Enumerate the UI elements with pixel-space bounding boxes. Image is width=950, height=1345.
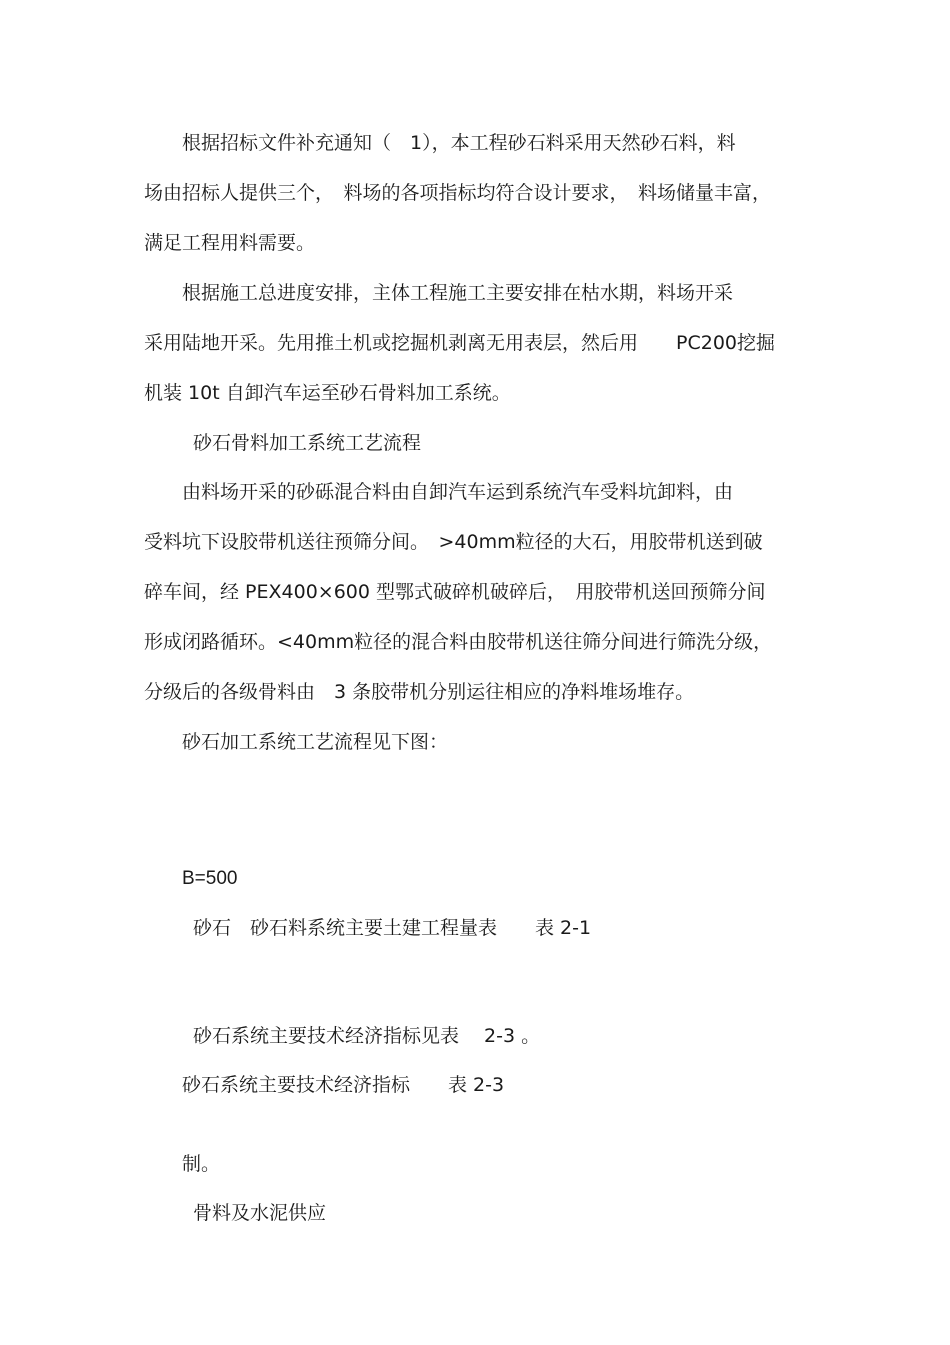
paragraph-3-line-3: 碎车间，经 PEX400×600 型鄂式破碎机破碎后， 用胶带机送回预筛分间: [144, 581, 766, 603]
fragment-text: 制。: [182, 1153, 221, 1175]
section-heading-supply: 骨料及水泥供应: [193, 1202, 327, 1224]
paragraph-2-line-2: 采用陆地开采。先用推土机或挖掘机剥离无用表层，然后用 PC200挖掘: [144, 332, 775, 354]
table-2-3-caption: 砂石系统主要技术经济指标 表 2-3: [182, 1074, 505, 1096]
table-2-1-caption: 砂石 砂石料系统主要土建工程量表 表 2-1: [193, 917, 592, 939]
paragraph-3-line-5: 分级后的各级骨料由 3 条胶带机分别运往相应的净料堆场堆存。: [144, 681, 695, 703]
paragraph-1-line-3: 满足工程用料需要。: [144, 232, 316, 254]
paragraph-2-line-1: 根据施工总进度安排，主体工程施工主要安排在枯水期，料场开采: [182, 282, 734, 304]
table-2-3-reference: 砂石系统主要技术经济指标见表 2-3 。: [193, 1025, 541, 1047]
paragraph-3-line-4: 形成闭路循环。<40mm粒径的混合料由胶带机送往筛分间进行筛洗分级，: [144, 631, 773, 653]
paragraph-1-line-2: 场由招标人提供三个， 料场的各项指标均符合设计要求， 料场储量丰富，: [144, 182, 772, 204]
section-heading-process: 砂石骨料加工系统工艺流程: [193, 432, 422, 454]
paragraph-4-line-1: 砂石加工系统工艺流程见下图：: [182, 731, 449, 753]
paragraph-2-line-3: 机装 10t 自卸汽车运至砂石骨料加工系统。: [144, 382, 511, 404]
paragraph-3-line-2: 受料坑下设胶带机送往预筛分间。 >40mm粒径的大石，用胶带机送到破: [144, 531, 763, 553]
belt-width-label: B=500: [182, 868, 238, 889]
paragraph-1-line-1: 根据招标文件补充通知（ 1），本工程砂石料采用天然砂石料，料: [182, 132, 736, 154]
paragraph-3-line-1: 由料场开采的砂砾混合料由自卸汽车运到系统汽车受料坑卸料，由: [182, 481, 734, 503]
